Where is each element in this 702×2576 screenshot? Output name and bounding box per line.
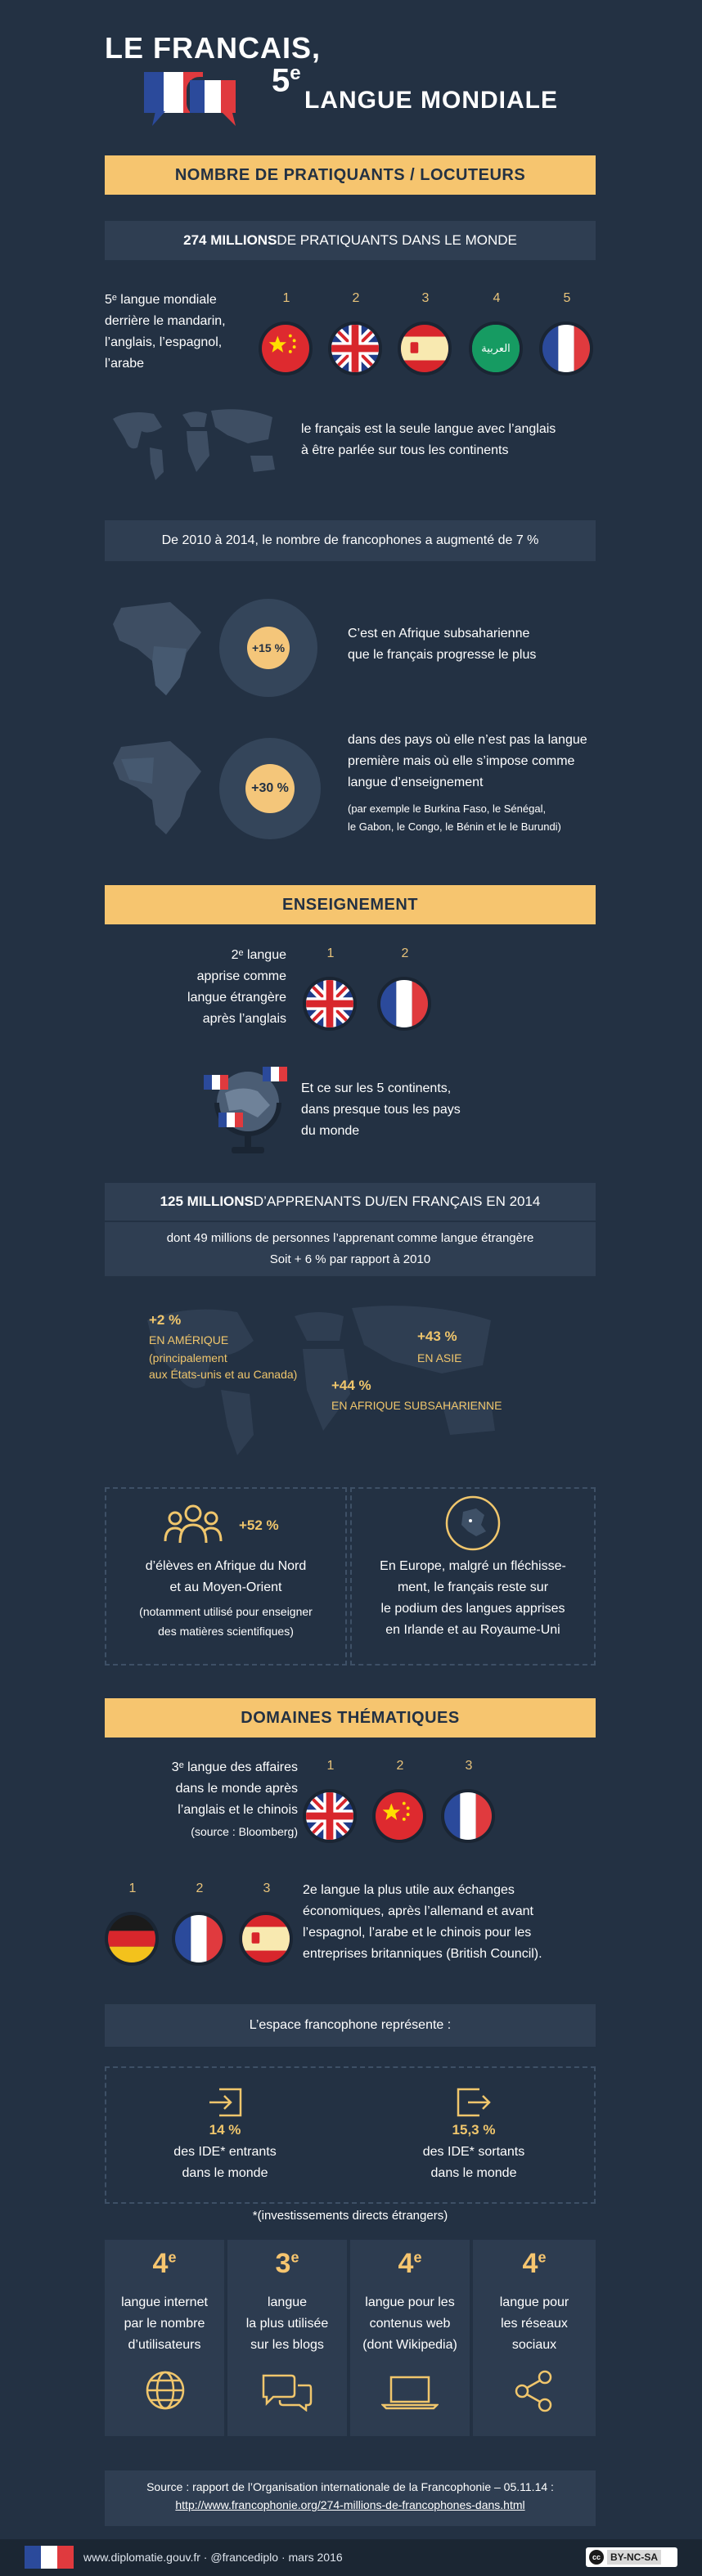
rank-number: 1 [128,1881,137,1895]
spain-flag-icon [239,1912,293,1966]
afrique-text: C’est en Afrique subsaharienne que le français progresse le plus [348,627,537,662]
people-group-icon [164,1502,223,1548]
cc-icon: cc [589,2550,604,2565]
afrique-pct: +44 % [331,1378,371,1393]
germany-flag-icon [105,1912,159,1966]
amerique-pct: +2 % [149,1312,182,1328]
title-line2: LANGUE MONDIALE [304,87,558,114]
africa-map-icon [105,735,211,841]
logout-arrow-icon [455,2086,493,2119]
europe-circle-icon [443,1494,502,1553]
section-banner-enseignement: ENSEIGNEMENT [105,885,596,924]
speech-bubbles-icon [260,2371,314,2412]
globe-flags-icon [200,1060,290,1158]
stat-bar-274: 274 MILLIONS DE PRATIQUANTS DANS LE MONDE [105,221,596,260]
growth-circle-15: +15 % [219,599,317,697]
uk-flag-icon [303,1789,357,1843]
continents-text: le français est la seule langue avec l’anglais à être parlée sur tous les continents [301,422,556,457]
france-flag-icon [172,1912,226,1966]
rank-number: 5 [563,291,571,305]
rank-text-apprise: 2ᵉ langue apprise comme langue étrangère après l’anglais [187,948,286,1026]
europe-text: En Europe, malgré un fléchisse- ment, le français reste sur le podium des langues apprises en Irlande et au Royaume-Uni [380,1559,566,1637]
rank-number: 2 [401,946,409,960]
rank-number: 3 [421,291,430,305]
rank-number: 2 [352,291,360,305]
growth-bar: De 2010 à 2014, le nombre de francophones a augmenté de 7 % [105,520,596,561]
france-flag-icon [441,1789,495,1843]
stat-sub-bar: dont 49 millions de personnes l’apprenant comme langue étrangère Soit + 6 % par rapport à 2010 [105,1222,596,1276]
rank-text-mondiale: 5ᵉ langue mondiale derrière le mandarin, l’anglais, l’espagnol, l’arabe [105,293,226,371]
nord-note: (notamment utilisé pour enseigner des matières scientifiques) [139,1605,313,1638]
rank-number: 4 [493,291,501,305]
amerique-sub: (principalement aux États-unis et au Canada) [149,1351,298,1381]
stat-bar-125: 125 MILLIONS D’APPRENANTS DU/EN FRANÇAIS EN 2014 [105,1183,596,1221]
speech-bubbles-flag-icon [137,67,244,133]
rank-number: 3 [465,1759,473,1773]
growth-circle-30: +30 % [219,738,321,839]
laptop-icon [381,2374,439,2410]
cell-rank: 4e [522,2248,547,2279]
footer-text[interactable]: www.diplomatie.gouv.fr · @francediplo · mars 2016 [83,2551,343,2564]
source-text: Source : rapport de l’Organisation internationale de la Francophonie – 05.11.14 : [146,2480,554,2493]
rank-number: 2 [396,1759,404,1773]
uk-entreprises-text: 2e langue la plus utile aux échanges économiques, après l’allemand et avant l’espagnol, l’arabe et le chinois pour les entreprises britanniques (British Council). [303,1883,542,1961]
section-banner-locuteurs: NOMBRE DE PRATIQUANTS / LOCUTEURS [105,155,596,195]
affaires-text: 3ᵉ langue des affaires dans le monde après l’anglais et le chinois (source : Bloomberg) [171,1760,298,1838]
asie-pct: +43 % [417,1328,457,1344]
world-map-icon [105,402,285,484]
africa-map-icon [105,596,211,702]
france-flag-icon [377,977,431,1031]
rank-number: 1 [326,946,335,960]
globe-icon [144,2369,187,2412]
ide-in-text: des IDE* entrants dans le monde [173,2145,277,2180]
cell-text: langue pour les réseaux sociaux [499,2295,569,2352]
cell-text: langue internet par le nombre d’utilisateurs [121,2295,208,2352]
france-logo-icon [25,2546,74,2569]
spain-flag-icon [398,321,452,375]
section-banner-domaines: DOMAINES THÉMATIQUES [105,1698,596,1738]
cell-text: langue pour les contenus web (dont Wikipedia) [362,2295,457,2352]
login-arrow-icon [206,2086,244,2119]
source-link[interactable]: http://www.francophonie.org/274-millions-de-francophones-dans.html [175,2498,525,2511]
arabic-language-icon: العربية [469,321,523,375]
amerique-label: EN AMÉRIQUE [149,1333,229,1346]
rank-number: 1 [282,291,290,305]
china-flag-icon [259,321,313,375]
cell-text: langue la plus utilisée sur les blogs [245,2295,329,2352]
ide-note: *(investissements directs étrangers) [252,2209,448,2223]
ide-out-pct: 15,3 % [452,2122,496,2138]
pays-note: (par exemple le Burkina Faso, le Sénégal, le Gabon, le Congo, le Bénin et le le Burundi) [348,802,561,833]
title-rank: 5e [272,62,301,99]
rank-number: 3 [263,1881,271,1895]
uk-flag-icon [328,321,382,375]
rank-number: 1 [326,1759,335,1773]
espace-bar: L’espace francophone représente : [105,2004,596,2047]
share-icon [512,2369,556,2413]
cell-rank: 4e [152,2248,177,2279]
title-line1: LE FRANCAIS, [105,31,321,65]
nord-text: d’élèves en Afrique du Nord et au Moyen-Orient [145,1559,307,1594]
cell-rank: 3e [275,2248,299,2279]
china-flag-icon [372,1789,426,1843]
enseignement-pays-text: dans des pays où elle n’est pas la langue première mais où elle s’impose comme langue d’enseignement [348,733,587,789]
rank-number: 2 [196,1881,204,1895]
uk-flag-icon [303,977,357,1031]
asie-label: EN ASIE [417,1351,462,1364]
ide-out-text: des IDE* sortants dans le monde [422,2145,525,2180]
cell-rank: 4e [398,2248,422,2279]
afrique-label: EN AFRIQUE SUBSAHARIENNE [331,1399,502,1412]
france-flag-icon [539,321,593,375]
ide-in-pct: 14 % [209,2122,241,2138]
cc-license-badge: cc BY-NC-SA [586,2547,677,2567]
continents-text: Et ce sur les 5 continents, dans presque tous les pays du monde [301,1081,461,1138]
nord-pct: +52 % [239,1517,279,1533]
